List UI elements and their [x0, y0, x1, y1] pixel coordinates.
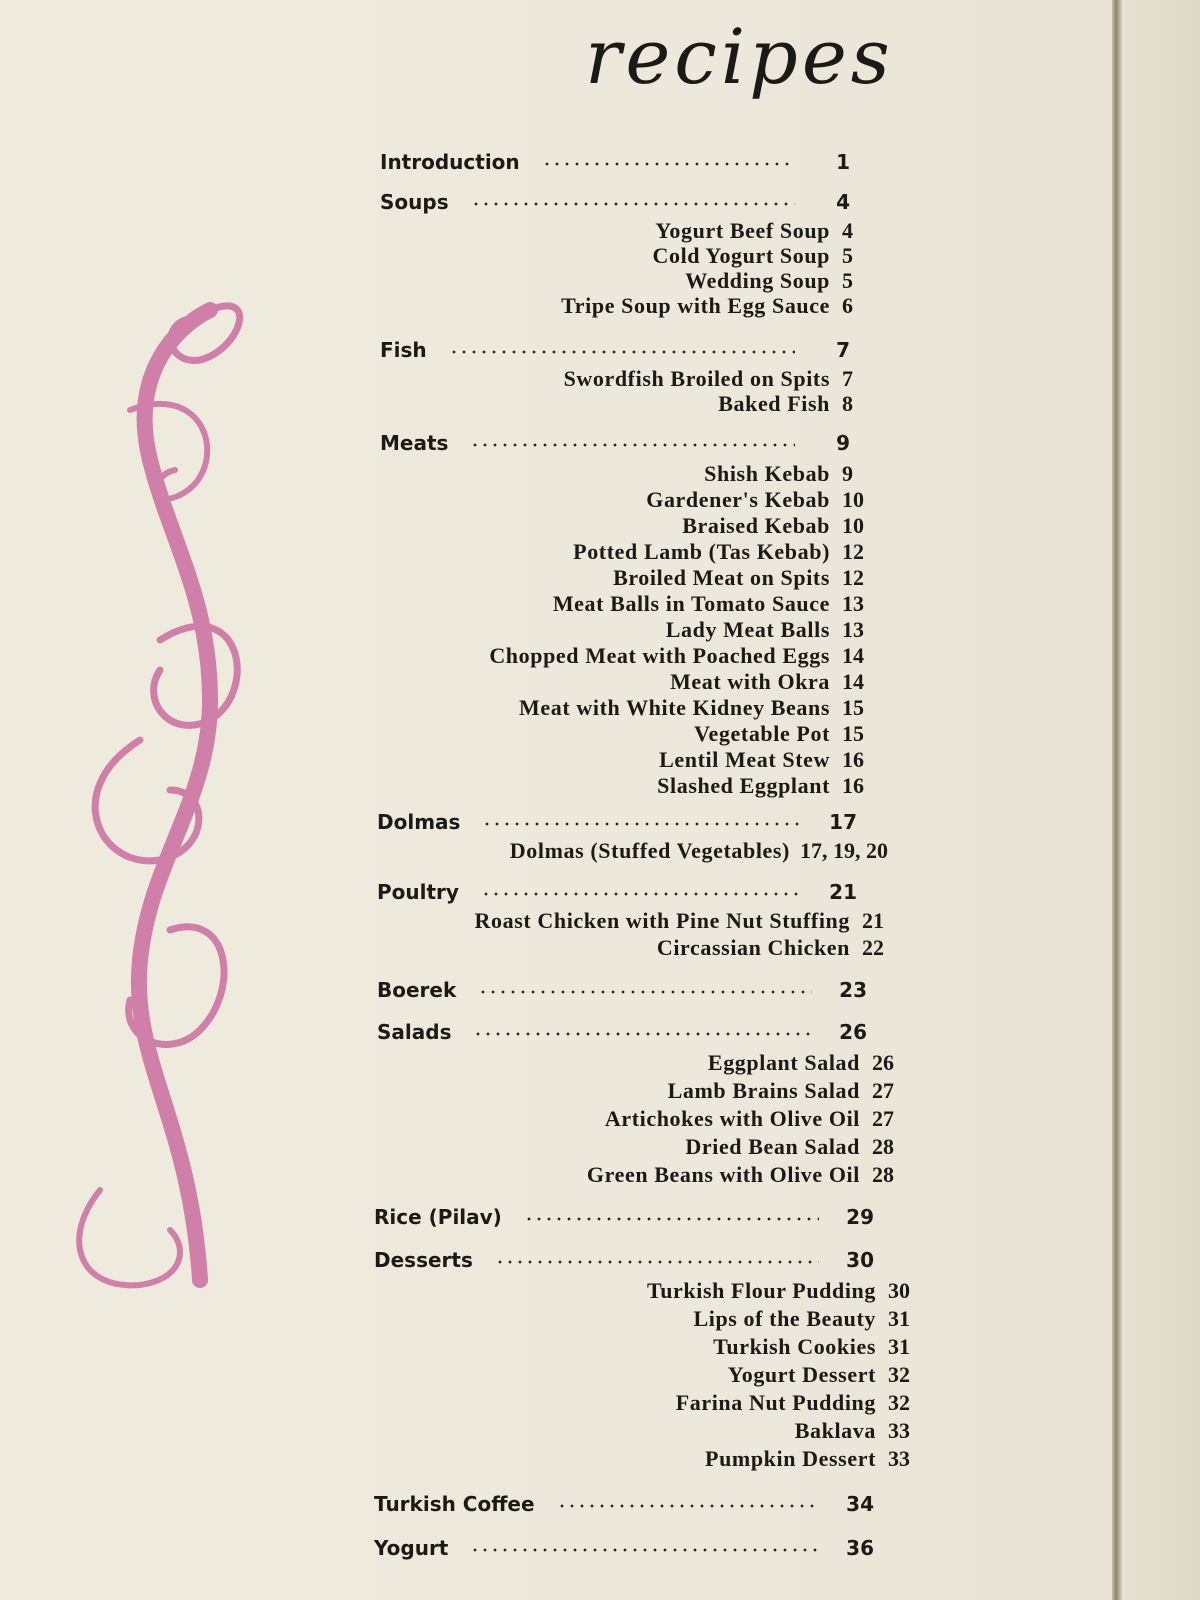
toc-item	[360, 1134, 920, 1160]
toc-item-page: 8	[842, 391, 853, 416]
toc-section-label: Yogurt	[374, 1536, 449, 1560]
toc-item-page: 33	[888, 1446, 910, 1471]
toc-item-page: 12	[842, 539, 864, 564]
toc-item	[330, 721, 890, 747]
toc-item-label: Circassian Chicken	[656, 935, 850, 960]
toc-section-page: 23	[839, 978, 867, 1002]
dot-leader	[449, 344, 795, 360]
toc-section	[377, 880, 857, 910]
toc-item-page: 32	[888, 1390, 910, 1415]
toc-item	[330, 461, 890, 487]
toc-section	[374, 1248, 874, 1278]
dot-leader	[470, 1542, 819, 1558]
toc-item-label: Gardener's Kebab	[646, 487, 830, 512]
toc-item-label: Wedding Soup	[685, 268, 830, 293]
toc-item	[330, 268, 890, 294]
toc-item	[360, 1106, 920, 1132]
toc-item-label: Cold Yogurt Soup	[652, 243, 830, 268]
toc-item	[330, 591, 890, 617]
toc-item-page: 27	[872, 1078, 894, 1103]
toc-item	[330, 243, 890, 269]
toc-item	[376, 1306, 936, 1332]
toc-item-page: 17, 19, 20	[800, 838, 888, 863]
toc-section	[377, 1020, 867, 1050]
toc-item-label: Farina Nut Pudding	[675, 1390, 876, 1415]
toc-item-label: Shish Kebab	[704, 461, 830, 486]
toc-item	[330, 747, 890, 773]
toc-section-label: Turkish Coffee	[374, 1492, 535, 1516]
toc-item-page: 27	[872, 1106, 894, 1131]
toc-item	[376, 1278, 936, 1304]
toc-item-label: Slashed Eggplant	[657, 773, 830, 798]
toc-item	[310, 838, 910, 864]
toc-item-label: Meat with White Kidney Beans	[519, 695, 830, 720]
toc-item-label: Vegetable Pot	[694, 721, 830, 746]
toc-item-page: 31	[888, 1306, 910, 1331]
toc-item	[330, 565, 890, 591]
toc-section-page: 1	[836, 150, 850, 174]
toc-item-label: Chopped Meat with Poached Eggs	[489, 643, 830, 668]
decorative-swirl-ornament	[60, 270, 260, 1310]
toc-item-label: Meat Balls in Tomato Sauce	[552, 591, 830, 616]
toc-item-page: 16	[842, 773, 864, 798]
dot-leader	[473, 1026, 812, 1042]
toc-section-page: 21	[829, 880, 857, 904]
toc-item	[330, 539, 890, 565]
toc-section-page: 36	[846, 1536, 874, 1560]
dot-leader	[481, 886, 802, 902]
toc-item-label: Baklava	[794, 1418, 876, 1443]
toc-item	[376, 1362, 936, 1388]
toc-item-label: Dried Bean Salad	[685, 1134, 860, 1159]
toc-item	[330, 669, 890, 695]
page-title: recipes	[585, 12, 894, 101]
dot-leader	[471, 196, 795, 212]
toc-item	[330, 773, 890, 799]
dot-leader	[524, 1211, 819, 1227]
toc-item-label: Braised Kebab	[682, 513, 830, 538]
toc-section	[374, 1205, 874, 1235]
toc-item	[330, 366, 890, 392]
toc-item-label: Dolmas (Stuffed Vegetables)	[509, 838, 790, 863]
toc-item-label: Lips of the Beauty	[693, 1306, 876, 1331]
toc-item	[330, 293, 890, 319]
toc-item	[350, 908, 910, 934]
toc-item	[360, 1162, 920, 1188]
toc-item-page: 5	[842, 243, 853, 268]
toc-section-label: Meats	[380, 431, 449, 455]
toc-item	[360, 1078, 920, 1104]
toc-item	[376, 1334, 936, 1360]
toc-item-label: Roast Chicken with Pine Nut Stuffing	[474, 908, 850, 933]
toc-item-label: Lady Meat Balls	[665, 617, 830, 642]
toc-item	[376, 1390, 936, 1416]
toc-item-page: 32	[888, 1362, 910, 1387]
toc-item	[360, 1050, 920, 1076]
toc-section-label: Introduction	[380, 150, 520, 174]
toc-section-label: Boerek	[377, 978, 457, 1002]
toc-item	[330, 643, 890, 669]
toc-item-page: 10	[842, 513, 864, 538]
toc-section-page: 17	[829, 810, 857, 834]
toc-item-page: 15	[842, 695, 864, 720]
dot-leader	[470, 437, 795, 453]
dot-leader	[495, 1254, 819, 1270]
toc-item-label: Turkish Cookies	[713, 1334, 876, 1359]
toc-item	[376, 1446, 936, 1472]
toc-section-label: Salads	[377, 1020, 452, 1044]
toc-item-page: 16	[842, 747, 864, 772]
toc-item-label: Lentil Meat Stew	[659, 747, 830, 772]
toc-section-label: Fish	[380, 338, 427, 362]
toc-item	[330, 695, 890, 721]
toc-item-page: 13	[842, 591, 864, 616]
toc-section	[377, 810, 857, 840]
toc-section	[374, 1492, 874, 1522]
toc-item-page: 28	[872, 1134, 894, 1159]
toc-section	[380, 150, 850, 180]
toc-item-label: Turkish Flour Pudding	[646, 1278, 876, 1303]
toc-item-page: 21	[862, 908, 884, 933]
toc-item	[330, 513, 890, 539]
toc-section	[380, 338, 850, 368]
toc-section-page: 34	[846, 1492, 874, 1516]
toc-section	[374, 1536, 874, 1566]
toc-item-page: 10	[842, 487, 864, 512]
toc-section-label: Rice (Pilav)	[374, 1205, 502, 1229]
toc-item-page: 13	[842, 617, 864, 642]
toc-item-page: 5	[842, 268, 853, 293]
toc-item-label: Yogurt Beef Soup	[655, 218, 830, 243]
toc-item-page: 12	[842, 565, 864, 590]
toc-item-label: Baked Fish	[718, 391, 830, 416]
toc-section-label: Dolmas	[377, 810, 461, 834]
toc-item	[376, 1418, 936, 1444]
toc-item-page: 7	[842, 366, 853, 391]
toc-section-label: Desserts	[374, 1248, 473, 1272]
toc-item-label: Artichokes with Olive Oil	[604, 1106, 860, 1131]
toc-section-page: 26	[839, 1020, 867, 1044]
toc-item-label: Eggplant Salad	[707, 1050, 860, 1075]
toc-item	[330, 218, 890, 244]
toc-item-page: 26	[872, 1050, 894, 1075]
dot-leader	[557, 1498, 819, 1514]
toc-item	[330, 487, 890, 513]
toc-item-label: Meat with Okra	[670, 669, 830, 694]
facing-page-edge	[1122, 0, 1200, 1600]
toc-item-label: Swordfish Broiled on Spits	[563, 366, 830, 391]
toc-item-page: 15	[842, 721, 864, 746]
toc-section	[377, 978, 867, 1008]
toc-item-page: 28	[872, 1162, 894, 1187]
toc-section-label: Soups	[380, 190, 449, 214]
toc-section-label: Poultry	[377, 880, 459, 904]
toc-item-label: Green Beans with Olive Oil	[586, 1162, 860, 1187]
toc-section	[380, 190, 850, 220]
book-spine	[1112, 0, 1122, 1600]
toc-item-label: Potted Lamb (Tas Kebab)	[573, 539, 830, 564]
dot-leader	[478, 984, 812, 1000]
toc-section-page: 7	[836, 338, 850, 362]
toc-section-page: 29	[846, 1205, 874, 1229]
toc-item-page: 31	[888, 1334, 910, 1359]
toc-item-page: 33	[888, 1418, 910, 1443]
toc-section-page: 4	[836, 190, 850, 214]
toc-section-page: 9	[836, 431, 850, 455]
toc-item-label: Pumpkin Dessert	[705, 1446, 876, 1471]
dot-leader	[542, 156, 795, 172]
dot-leader	[482, 816, 802, 832]
toc-section	[380, 431, 850, 461]
toc-item	[330, 617, 890, 643]
toc-section-page: 30	[846, 1248, 874, 1272]
toc-item-page: 14	[842, 643, 864, 668]
toc-item-page: 9	[842, 461, 853, 486]
toc-item-page: 4	[842, 218, 853, 243]
toc-item	[330, 391, 890, 417]
toc-item-label: Tripe Soup with Egg Sauce	[561, 293, 830, 318]
toc-item-label: Yogurt Dessert	[727, 1362, 876, 1387]
toc-item-page: 30	[888, 1278, 910, 1303]
toc-item-label: Broiled Meat on Spits	[613, 565, 830, 590]
toc-item-page: 14	[842, 669, 864, 694]
toc-item-label: Lamb Brains Salad	[667, 1078, 860, 1103]
toc-item-page: 6	[842, 293, 853, 318]
toc-item	[350, 935, 910, 961]
toc-item-page: 22	[862, 935, 884, 960]
